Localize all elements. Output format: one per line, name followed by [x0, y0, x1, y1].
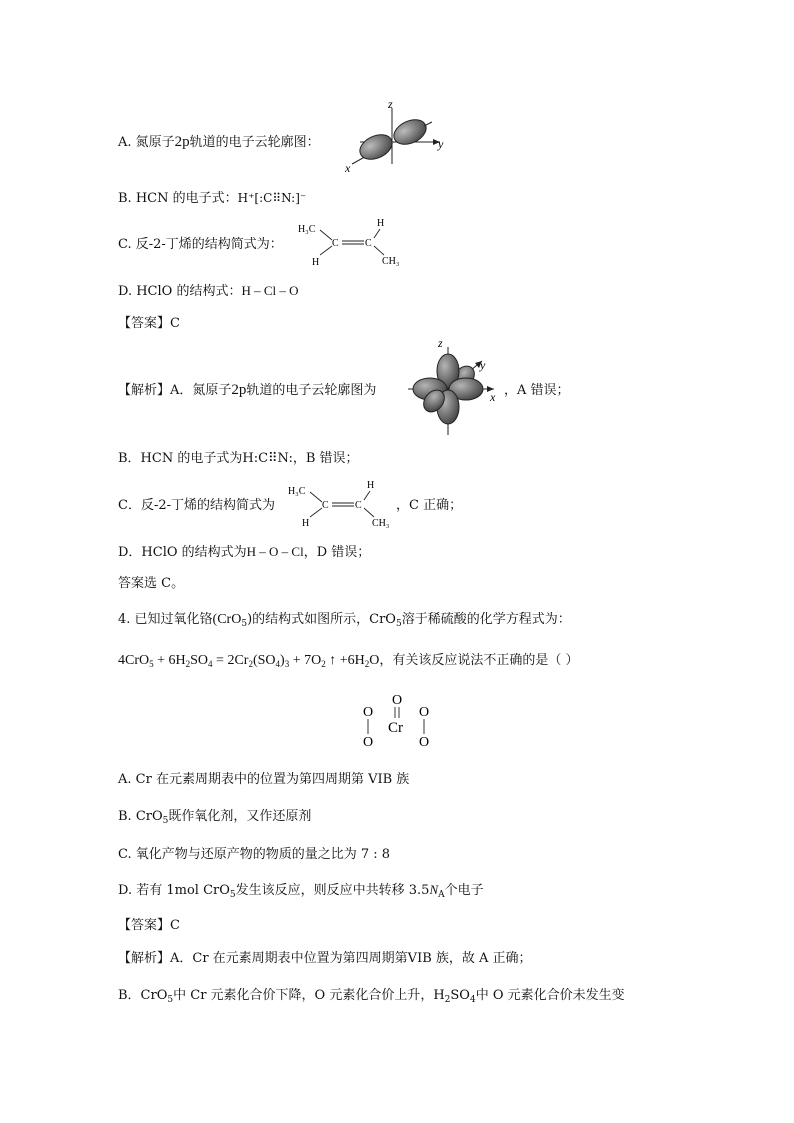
trans-butene-structure-2 [286, 477, 396, 531]
axis-label-y: y [438, 137, 444, 151]
option-b: B. HCN 的电子式：H⁺[:C⠿N:]⁻ [118, 191, 307, 206]
svg-text:H₃C: H₃C [298, 224, 316, 235]
svg-text:z: z [438, 336, 443, 350]
trans-butene-structure [296, 215, 406, 269]
svg-text:Cr: Cr [388, 720, 403, 736]
q4-stem: 4. 已知过氧化铬(CrO$_5$)的结构式如图所示，CrO$_5$溶于稀硫酸的化学方程式为： [118, 612, 571, 629]
orbital-lobe [390, 115, 430, 149]
p-orbitals-figure [402, 337, 502, 437]
svg-text:CH₃: CH₃ [382, 256, 400, 267]
svg-text:O: O [363, 705, 374, 720]
q3-final-answer: 答案选 C。 [118, 576, 185, 591]
svg-text:O: O [419, 705, 430, 720]
q3-analysis-a-suffix: ，A 错误； [504, 383, 570, 398]
q3-analysis-b: B．HCN 的电子式为H:C⠿N:，B 错误； [118, 451, 359, 466]
q4-option-b: B. CrO$_5$既作氧化剂，又作还原剂 [118, 809, 312, 826]
svg-text:O: O [363, 735, 374, 750]
cro5-structure [360, 688, 436, 750]
svg-text:C: C [365, 238, 372, 249]
svg-text:H: H [367, 480, 375, 491]
svg-text:y: y [480, 358, 486, 372]
svg-text:H: H [302, 518, 310, 529]
q3-analysis-d: D．HClO 的结构式为H – O – Cl，D 错误； [118, 544, 371, 560]
axis-label-z: z [388, 97, 393, 111]
q4-option-a: A. Cr 在元素周期表中的位置为第四周期第 VIB 族 [118, 772, 410, 787]
option-d: D. HClO 的结构式：H – Cl – O [118, 283, 299, 299]
q4-analysis-a: 【解析】A．Cr 在元素周期表中位置为第四周期第VIB 族，故 A 正确； [118, 951, 532, 966]
svg-text:O: O [419, 735, 430, 750]
p-orbital-figure [340, 97, 450, 176]
q4-answer: 【答案】C [118, 918, 180, 933]
q4-equation: $4CrO_5 + 6H_2SO_4 = 2Cr_2(SO_4)_3 + 7O_2$ ↑ $+6H_2O$，有关该反应说法不正确的是（ ） [118, 653, 579, 669]
svg-text:C: C [355, 500, 362, 511]
q3-answer: 【答案】C [118, 316, 180, 331]
q4-analysis-b: B．CrO$_5$中 Cr 元素化合价下降，O 元素化合价上升，$H_2SO_4$中 O 元素化合价未发生变 [118, 988, 625, 1005]
svg-text:H₃C: H₃C [288, 486, 306, 497]
svg-text:H: H [377, 218, 385, 229]
q4-option-d: D. 若有 1mol CrO$_5$发生该反应，则反应中共转移 $3.5N_A$个电子 [118, 882, 484, 900]
option-c: C. 反-2-丁烯的结构简式为： [118, 237, 283, 252]
q3-analysis-c: C．反-2-丁烯的结构简式为 [118, 498, 276, 513]
svg-text:H: H [312, 257, 320, 268]
svg-text:CH₃: CH₃ [372, 518, 390, 529]
axis-label-x: x [345, 161, 351, 175]
svg-text:O: O [392, 693, 403, 708]
svg-text:x: x [490, 390, 496, 404]
svg-text:C: C [322, 500, 329, 511]
option-a: A. 氮原子2p轨道的电子云轮廓图： [118, 134, 320, 150]
svg-text:C: C [332, 238, 339, 249]
q4-option-c: C. 氧化产物与还原产物的物质的量之比为 7 : 8 [118, 847, 391, 862]
q3-analysis-a: 【解析】A．氮原子2p轨道的电子云轮廓图为 [118, 382, 377, 398]
q3-analysis-c-suffix: ，C 正确； [396, 498, 463, 513]
